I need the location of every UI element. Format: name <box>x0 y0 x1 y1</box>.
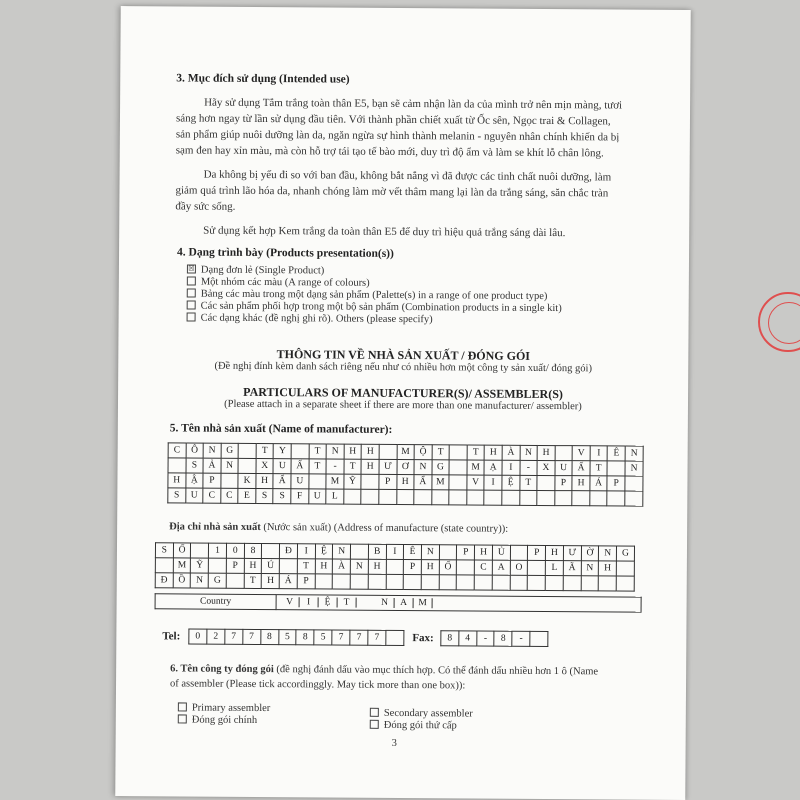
grid-cell[interactable]: 8 <box>244 543 262 558</box>
grid-cell[interactable] <box>590 491 608 506</box>
grid-cell[interactable]: Ê <box>608 446 626 461</box>
grid-cell[interactable] <box>528 575 546 590</box>
grid-cell[interactable]: - <box>326 459 344 474</box>
grid-cell[interactable] <box>262 544 280 559</box>
country-char: A <box>395 598 414 608</box>
section-3-line: đầy sức sống. <box>175 200 236 213</box>
grid-cell[interactable]: Ả <box>203 458 221 473</box>
grid-cell[interactable]: H <box>396 474 414 489</box>
grid-cell[interactable]: U <box>273 459 291 474</box>
grid-cell[interactable]: Ộ <box>414 445 432 460</box>
grid-cell[interactable]: G <box>208 573 226 588</box>
option-single-product[interactable]: ☒ Dạng đơn lẻ (Single Product) <box>188 264 325 277</box>
grid-cell[interactable]: Ỹ <box>344 474 362 489</box>
grid-cell[interactable] <box>414 490 432 505</box>
grid-cell[interactable]: X <box>256 458 274 473</box>
grid-cell[interactable]: U <box>185 488 203 503</box>
grid-cell[interactable]: Ẩ <box>414 475 432 490</box>
grid-cell[interactable]: H <box>599 561 617 576</box>
grid-cell[interactable]: T <box>309 444 327 459</box>
info-title-vn: THÔNG TIN VỀ NHÀ SẢN XUẤT / ĐÓNG GÓI <box>276 347 531 363</box>
grid-cell[interactable]: 7 <box>332 630 350 645</box>
grid-cell[interactable] <box>502 490 520 505</box>
grid-cell[interactable]: P <box>457 545 475 560</box>
grid-cell[interactable] <box>386 630 404 645</box>
grid-cell[interactable] <box>484 490 502 505</box>
grid-cell[interactable]: M <box>326 474 344 489</box>
fax-label: Fax: <box>412 632 434 645</box>
section-3-line: Hãy sử dụng Tắm trắng toàn thân E5, bạn sẽ cảm nhận làn da của mình trở nên mịn màng, tươi <box>204 96 623 112</box>
grid-cell[interactable] <box>519 490 537 505</box>
grid-cell[interactable]: M <box>173 558 191 573</box>
grid-cell[interactable]: S <box>186 458 204 473</box>
grid-cell[interactable] <box>379 444 397 459</box>
checkbox-checked-icon[interactable]: ☒ <box>188 264 195 273</box>
grid-cell[interactable]: C <box>475 560 493 575</box>
grid-cell[interactable]: N <box>520 445 538 460</box>
grid-cell[interactable]: I <box>590 446 608 461</box>
tel-grid <box>188 629 404 647</box>
address-label: Địa chỉ nhà sản xuất (Nước sản xuất) (Address of manufacture (state country)): <box>169 521 509 535</box>
grid-cell[interactable]: Ê <box>404 545 422 560</box>
fax-grid <box>440 630 548 647</box>
grid-cell[interactable]: Ư <box>563 546 581 561</box>
grid-cell[interactable]: - <box>520 460 538 475</box>
grid-cell[interactable]: X <box>537 460 555 475</box>
grid-cell[interactable] <box>625 491 643 506</box>
grid-cell[interactable]: Ấ <box>291 459 309 474</box>
grid-cell[interactable] <box>510 575 528 590</box>
grid-cell[interactable]: 8 <box>441 631 459 646</box>
info-subtitle-en: (Please attach in a separate sheet if there are more than one manufacturer/ assembler) <box>224 398 582 413</box>
grid-cell[interactable]: F <box>291 489 309 504</box>
grid-cell[interactable]: Ồ <box>173 573 191 588</box>
grid-cell[interactable] <box>449 445 467 460</box>
grid-cell[interactable]: 4 <box>459 631 477 646</box>
grid-cell[interactable] <box>599 576 617 591</box>
grid-cell[interactable]: 5 <box>314 630 332 645</box>
grid-cell[interactable]: N <box>625 461 643 476</box>
option-secondary-assembler[interactable]: Secondary assembler <box>370 708 473 720</box>
grid-cell[interactable] <box>361 474 379 489</box>
grid-cell[interactable] <box>155 558 173 573</box>
grid-cell[interactable] <box>421 575 439 590</box>
country-label: Country <box>155 594 276 610</box>
option-others[interactable]: Các dạng khác (đề nghị ghi rõ). Others (please specify) <box>187 312 433 325</box>
grid-cell[interactable]: G <box>432 460 450 475</box>
grid-cell[interactable] <box>607 491 625 506</box>
grid-cell[interactable]: À <box>333 559 351 574</box>
grid-cell[interactable]: H <box>344 444 362 459</box>
grid-cell[interactable] <box>555 446 573 461</box>
grid-cell[interactable]: P <box>528 545 546 560</box>
grid-cell[interactable]: P <box>203 473 221 488</box>
grid-cell[interactable] <box>528 560 546 575</box>
grid-cell[interactable] <box>439 575 457 590</box>
grid-cell[interactable] <box>449 475 467 490</box>
grid-cell[interactable]: S <box>256 488 274 503</box>
grid-cell[interactable]: 7 <box>350 630 368 645</box>
grid-row <box>441 631 548 647</box>
section-3-line: sạm đen hay xỉn màu, mà còn hỗ trợ tái tạo tế bào mới, duy trì độ ẩm và làm se khít lỗ chân lông. <box>175 144 604 160</box>
grid-cell[interactable]: T <box>244 573 262 588</box>
grid-cell[interactable]: H <box>361 444 379 459</box>
grid-cell[interactable]: H <box>262 574 280 589</box>
grid-cell[interactable] <box>315 574 333 589</box>
grid-cell[interactable]: N <box>414 460 432 475</box>
grid-cell[interactable] <box>467 490 485 505</box>
country-char: Ệ <box>319 597 338 607</box>
grid-cell[interactable] <box>530 631 548 646</box>
grid-cell[interactable] <box>439 545 457 560</box>
grid-cell[interactable] <box>238 443 256 458</box>
info-subtitle-vn: (Đề nghị đính kèm danh sách riêng nếu như có nhiều hơn một công ty sản xuất/ đóng gói) <box>214 360 593 375</box>
grid-cell[interactable] <box>226 573 244 588</box>
grid-cell[interactable]: 7 <box>243 629 261 644</box>
grid-cell[interactable] <box>537 490 555 505</box>
section-6-line2: of assembler (Please tick accordinggly. May tick more than one box)): <box>169 678 466 692</box>
grid-cell[interactable]: T <box>309 459 327 474</box>
grid-cell[interactable]: Ố <box>173 543 191 558</box>
grid-cell[interactable] <box>616 576 634 591</box>
grid-row <box>168 488 643 506</box>
country-char: N <box>376 598 395 608</box>
country-char: I <box>300 597 319 607</box>
grid-cell[interactable]: P <box>555 476 573 491</box>
option-range-of-colours[interactable]: Một nhóm các màu (A range of colours) <box>187 276 370 288</box>
grid-cell[interactable]: 8 <box>296 630 314 645</box>
grid-cell[interactable]: H <box>244 558 262 573</box>
grid-cell[interactable]: Ã <box>563 561 581 576</box>
grid-cell[interactable]: H <box>572 476 590 491</box>
grid-cell[interactable]: Ờ <box>581 546 599 561</box>
grid-cell[interactable]: N <box>421 545 439 560</box>
country-value <box>276 595 641 613</box>
grid-cell[interactable]: 0 <box>189 629 207 644</box>
grid-cell[interactable]: U <box>308 489 326 504</box>
country-char: M <box>414 598 433 608</box>
checkbox-icon[interactable] <box>178 715 187 724</box>
grid-cell[interactable] <box>555 491 573 506</box>
grid-cell[interactable] <box>350 574 368 589</box>
checkbox-icon[interactable] <box>370 708 379 717</box>
grid-cell[interactable] <box>361 489 379 504</box>
grid-cell[interactable]: Ơ <box>397 459 415 474</box>
grid-cell[interactable]: T <box>590 461 608 476</box>
grid-cell[interactable] <box>309 474 327 489</box>
section-3-line: sáng hơn ngay từ lần sử dụng đầu tiên. Với thành phần chiết xuất từ Ốc sên, Ngọc trai & Collagen, <box>175 112 611 128</box>
grid-cell[interactable]: N <box>191 573 209 588</box>
grid-cell[interactable]: - <box>476 631 494 646</box>
grid-cell[interactable]: N <box>625 446 643 461</box>
grid-cell[interactable]: Ủ <box>492 545 510 560</box>
grid-cell[interactable]: E <box>238 488 256 503</box>
grid-cell[interactable]: Ỹ <box>191 558 209 573</box>
grid-cell[interactable]: Ố <box>439 560 457 575</box>
grid-cell[interactable] <box>191 543 209 558</box>
grid-cell[interactable]: A <box>492 560 510 575</box>
option-primary-assembler[interactable]: Primary assembler <box>178 702 271 714</box>
grid-cell[interactable]: - <box>512 631 530 646</box>
grid-cell[interactable]: H <box>475 545 493 560</box>
section-4-heading: 4. Dạng trình bày (Products presentation(s)) <box>177 246 394 260</box>
section-6-heading: 6. Tên công ty đóng gói (đề nghị đánh dấu vào mục thích hợp. Có thể đánh dấu nhiều hơn 1 ô (Name <box>170 663 599 678</box>
grid-cell[interactable]: Ư <box>379 459 397 474</box>
checkbox-icon[interactable] <box>187 277 196 286</box>
grid-cell[interactable]: H <box>256 473 274 488</box>
section-3-line: sản phẩm giúp nuôi dưỡng làn da, ngăn ngừa sự hình thành melanin - nguyên nhân chính khiến da bị <box>175 128 620 144</box>
grid-cell[interactable]: Đ <box>155 573 173 588</box>
section-3-line: Sử dụng kết hợp Kem trắng da toàn thân E5 để duy trì hiệu quả trắng sáng dài lâu. <box>203 224 566 240</box>
section-3-heading: 3. Mục đích sử dụng (Intended use) <box>176 72 350 86</box>
grid-cell[interactable]: N <box>581 561 599 576</box>
grid-cell[interactable] <box>625 476 643 491</box>
grid-cell[interactable] <box>368 574 386 589</box>
grid-cell[interactable]: Ú <box>262 559 280 574</box>
grid-cell[interactable] <box>581 576 599 591</box>
grid-cell[interactable]: H <box>546 545 564 560</box>
grid-cell[interactable]: G <box>616 546 634 561</box>
page-number: 3 <box>391 737 397 749</box>
grid-cell[interactable]: Ệ <box>315 544 333 559</box>
grid-cell[interactable]: Á <box>279 574 297 589</box>
grid-cell[interactable]: S <box>168 488 186 503</box>
grid-cell[interactable]: 7 <box>225 629 243 644</box>
grid-cell[interactable]: 8 <box>260 630 278 645</box>
grid-cell[interactable]: T <box>256 443 274 458</box>
option-secondary-assembler-vn[interactable]: Đóng gói thứ cấp <box>370 720 457 732</box>
grid-cell[interactable] <box>386 574 404 589</box>
grid-cell[interactable]: N <box>599 546 617 561</box>
grid-cell[interactable] <box>168 458 186 473</box>
grid-cell[interactable]: N <box>333 544 351 559</box>
country-char: T <box>338 598 357 608</box>
section-3-line: giảm quá trình lão hóa da, nhanh chóng làm mờ vết thâm mang lại làn da trắng sáng, săn chắc tràn <box>175 184 609 200</box>
section-5-heading: 5. Tên nhà sản xuất (Name of manufacturer): <box>169 422 393 436</box>
grid-cell[interactable]: C <box>168 443 186 458</box>
grid-cell[interactable] <box>238 458 256 473</box>
info-title-en: PARTICULARS OF MANUFACTURER(S)/ ASSEMBLER(S) <box>243 384 563 402</box>
grid-cell[interactable]: 5 <box>278 630 296 645</box>
grid-cell[interactable]: T <box>467 445 485 460</box>
grid-cell[interactable]: H <box>315 559 333 574</box>
grid-cell[interactable] <box>607 461 625 476</box>
grid-cell[interactable] <box>344 489 362 504</box>
grid-cell[interactable] <box>449 460 467 475</box>
grid-cell[interactable]: Ẩ <box>273 474 291 489</box>
grid-cell[interactable]: P <box>404 560 422 575</box>
grid-cell[interactable]: I <box>484 475 502 490</box>
tel-label: Tel: <box>162 630 181 643</box>
option-palette[interactable]: Bảng các màu trong một dạng sản phẩm (Palette(s) in a range of one product type) <box>187 288 548 302</box>
grid-cell[interactable] <box>403 575 421 590</box>
grid-cell[interactable]: T <box>519 475 537 490</box>
grid-cell[interactable]: N <box>326 444 344 459</box>
grid-cell[interactable]: C <box>221 488 239 503</box>
grid-cell[interactable]: H <box>368 559 386 574</box>
grid-cell[interactable]: G <box>221 443 239 458</box>
stamp-inner-ring <box>768 302 800 344</box>
grid-cell[interactable]: S <box>155 543 173 558</box>
grid-cell[interactable] <box>616 561 634 576</box>
grid-cell[interactable]: T <box>297 559 315 574</box>
grid-cell[interactable] <box>379 489 397 504</box>
grid-cell[interactable]: T <box>344 459 362 474</box>
grid-cell[interactable]: V <box>467 475 485 490</box>
grid-cell[interactable] <box>492 575 510 590</box>
grid-cell[interactable] <box>510 545 528 560</box>
grid-cell[interactable] <box>449 490 467 505</box>
grid-cell[interactable]: V <box>572 446 590 461</box>
grid-cell[interactable] <box>537 475 555 490</box>
grid-cell[interactable]: Ấ <box>572 461 590 476</box>
option-primary-assembler-vn[interactable]: Đóng gói chính <box>178 714 257 726</box>
grid-cell[interactable] <box>291 444 309 459</box>
grid-cell[interactable] <box>209 558 227 573</box>
checkbox-icon[interactable] <box>178 703 187 712</box>
grid-cell[interactable]: I <box>502 460 520 475</box>
grid-cell[interactable]: N <box>203 443 221 458</box>
grid-cell[interactable] <box>279 559 297 574</box>
grid-cell[interactable]: P <box>379 474 397 489</box>
country-char: V <box>281 597 300 607</box>
grid-cell[interactable] <box>457 560 475 575</box>
grid-cell[interactable]: H <box>168 473 186 488</box>
grid-cell[interactable]: T <box>432 445 450 460</box>
grid-cell[interactable]: Ậ <box>185 473 203 488</box>
grid-cell[interactable] <box>386 559 404 574</box>
grid-cell[interactable]: À <box>502 445 520 460</box>
country-row <box>155 593 642 612</box>
grid-cell[interactable] <box>545 575 563 590</box>
grid-cell[interactable] <box>333 574 351 589</box>
grid-cell[interactable]: P <box>226 558 244 573</box>
grid-cell[interactable]: H <box>421 560 439 575</box>
grid-cell[interactable]: 0 <box>226 543 244 558</box>
grid-cell[interactable]: I <box>297 544 315 559</box>
grid-cell[interactable]: Ệ <box>502 475 520 490</box>
grid-cell[interactable] <box>457 575 475 590</box>
grid-cell[interactable]: H <box>537 445 555 460</box>
grid-cell[interactable]: M <box>397 444 415 459</box>
grid-cell[interactable]: Ạ <box>484 460 502 475</box>
grid-cell[interactable]: P <box>297 574 315 589</box>
grid-cell[interactable]: N <box>221 458 239 473</box>
grid-cell[interactable]: B <box>368 544 386 559</box>
grid-cell[interactable]: M <box>432 475 450 490</box>
grid-cell[interactable]: 2 <box>207 629 225 644</box>
grid-cell[interactable]: Đ <box>280 544 298 559</box>
grid-cell[interactable] <box>563 576 581 591</box>
manufacturer-address-grid <box>155 542 635 591</box>
grid-cell[interactable]: N <box>350 559 368 574</box>
grid-row <box>189 629 404 646</box>
checkbox-icon[interactable] <box>187 313 196 322</box>
grid-cell[interactable]: H <box>361 459 379 474</box>
document-page <box>115 6 691 800</box>
grid-cell[interactable]: H <box>485 445 503 460</box>
grid-cell[interactable]: K <box>238 473 256 488</box>
checkbox-icon[interactable] <box>187 301 196 310</box>
grid-cell[interactable] <box>396 489 414 504</box>
grid-cell[interactable] <box>572 491 590 506</box>
grid-cell[interactable]: 1 <box>209 543 227 558</box>
grid-cell[interactable]: C <box>203 488 221 503</box>
grid-cell[interactable]: L <box>545 560 563 575</box>
grid-cell[interactable]: P <box>607 476 625 491</box>
grid-cell[interactable] <box>431 490 449 505</box>
section-3-line: Da không bị yếu đi so với ban đầu, không bắt nắng vì đã được các tinh chất nuôi dưỡng, làm <box>203 168 612 184</box>
grid-cell[interactable]: L <box>326 489 344 504</box>
grid-row <box>155 573 634 591</box>
grid-cell[interactable] <box>221 473 239 488</box>
option-combination[interactable]: Các sản phẩm phối hợp trong một bộ sản phẩm (Combination products in a single kit) <box>187 300 562 314</box>
grid-cell[interactable]: M <box>467 460 485 475</box>
manufacturer-name-grid <box>167 442 643 506</box>
checkbox-icon[interactable] <box>187 289 196 298</box>
grid-cell[interactable]: U <box>291 474 309 489</box>
grid-cell[interactable]: I <box>386 544 404 559</box>
grid-cell[interactable]: 8 <box>494 631 512 646</box>
grid-cell[interactable]: Y <box>274 444 292 459</box>
grid-cell[interactable]: 7 <box>368 630 386 645</box>
red-stamp-seal <box>758 292 800 352</box>
grid-cell[interactable]: Ô <box>186 443 204 458</box>
grid-cell[interactable]: Á <box>590 476 608 491</box>
grid-cell[interactable] <box>350 544 368 559</box>
grid-cell[interactable]: S <box>273 489 291 504</box>
checkbox-icon[interactable] <box>370 720 379 729</box>
grid-cell[interactable]: U <box>555 461 573 476</box>
grid-cell[interactable] <box>474 575 492 590</box>
grid-cell[interactable]: O <box>510 560 528 575</box>
